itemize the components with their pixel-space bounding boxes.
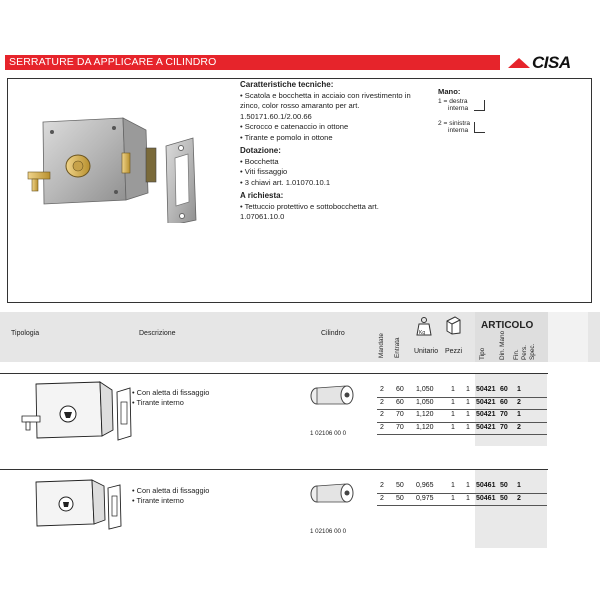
right-hand-icon (474, 100, 485, 111)
cell-tipo: 1 (466, 423, 470, 431)
cell-tipo: 1 (466, 398, 470, 406)
dotazione-item: • Viti fissaggio (240, 167, 425, 178)
cell-entrata: 60 (396, 398, 404, 406)
cell-pezzi: 1 (451, 482, 455, 489)
package-icon (445, 315, 461, 335)
cell-peso: 0,975 (416, 494, 434, 502)
tech-item: • Scatola e bocchetta in acciaio con rivestimento in zinco, color rosso amaranto per art. 1.50171.60.1/2.00.66 (240, 91, 425, 123)
cell-tipo: 1 (466, 386, 470, 393)
cylinder-1-image (307, 380, 357, 420)
dotazione-title: Dotazione: (240, 146, 281, 155)
mano-opt1-b: interna (448, 105, 469, 113)
brand-name: CISA (532, 53, 571, 72)
tech-title: Caratteristiche tecniche: (240, 80, 334, 89)
row-separator (377, 505, 547, 506)
cell-din: 70 (500, 411, 508, 418)
cell-art: 50421 (476, 411, 496, 418)
col-articolo: ARTICOLO (481, 320, 534, 331)
col-spec: Spec. (529, 343, 536, 360)
cell-art: 50461 (476, 494, 496, 502)
cell-tipo: 1 (466, 482, 470, 489)
cell-mandate: 2 (380, 482, 384, 489)
tech-item: • Tirante e pomolo in ottone (240, 133, 425, 144)
group-divider (0, 469, 548, 470)
group-1-description (132, 388, 209, 408)
articolo-col-bg (475, 374, 547, 446)
col-entrata: Entrata (394, 337, 401, 358)
cell-mano: 2 (517, 494, 521, 502)
col-tipologia: Tipologia (11, 330, 40, 337)
desc-item: • Tirante interno (132, 496, 209, 506)
cell-peso: 1,050 (416, 398, 434, 406)
col-din-mano: Din. Mano (499, 330, 506, 360)
mano-option-1 (438, 98, 468, 112)
mano-opt1-a: destra (449, 98, 468, 105)
cell-art: 50461 (476, 482, 496, 489)
cell-entrata: 60 (396, 386, 404, 393)
col-tipo: Tipo (479, 347, 486, 360)
row-separator (377, 422, 547, 423)
desc-item: • Con aletta di fissaggio (132, 388, 209, 398)
dotazione-item: • 3 chiavi art. 1.01070.10.1 (240, 178, 425, 189)
lock-product-image (18, 108, 218, 223)
tech-item: • Scrocco e catenaccio in ottone (240, 122, 425, 133)
cell-mano: 2 (517, 398, 521, 406)
lock-type-2-image (22, 476, 132, 536)
mano-opt1-num: 1 = (438, 98, 448, 105)
cell-mano: 2 (517, 423, 521, 431)
cell-art: 50421 (476, 398, 496, 406)
row-separator (377, 409, 547, 410)
row-separator (377, 434, 547, 435)
group-divider (0, 373, 548, 374)
mano-opt2-num: 2 = (438, 120, 448, 127)
cell-tipo: 1 (466, 411, 470, 418)
cell-din: 60 (500, 386, 508, 393)
col-fin: Fin. (513, 349, 520, 360)
cell-mano: 1 (517, 482, 521, 489)
richiesta-item: • Tettuccio protettivo e sottobocchetta art. 1.07061.10.0 (240, 202, 425, 223)
cell-mandate: 2 (380, 423, 384, 431)
cell-pezzi: 1 (451, 386, 455, 393)
cell-peso: 1,120 (416, 423, 434, 431)
cell-mandate: 2 (380, 386, 384, 393)
spec-header-bg (548, 312, 588, 362)
cell-pezzi: 1 (451, 423, 455, 431)
cell-mano: 1 (517, 386, 521, 393)
cell-din: 50 (500, 482, 508, 489)
cell-pezzi: 1 (451, 494, 455, 502)
col-pers: Pers. (521, 345, 528, 360)
col-cilindro: Cilindro (321, 330, 345, 337)
mano-legend (438, 87, 523, 147)
desc-item: • Tirante interno (132, 398, 209, 408)
cell-entrata: 50 (396, 494, 404, 502)
row-separator (377, 397, 547, 398)
cell-art: 50421 (476, 386, 496, 393)
cell-entrata: 70 (396, 423, 404, 431)
col-mandate: Mandate (378, 333, 385, 358)
cell-entrata: 50 (396, 482, 404, 489)
cylinder-1-code: 1 02106 00 0 (310, 430, 347, 437)
lock-type-1-image (20, 378, 135, 448)
cell-mano: 1 (517, 411, 521, 418)
cell-din: 50 (500, 494, 508, 502)
cylinder-2-code: 1 02106 00 0 (310, 528, 347, 535)
cell-peso: 1,050 (416, 386, 434, 393)
left-hand-icon (474, 122, 485, 133)
cell-pezzi: 1 (451, 411, 455, 418)
cell-peso: 0,965 (416, 482, 434, 489)
cell-mandate: 2 (380, 398, 384, 406)
mano-option-2 (438, 120, 470, 134)
richiesta-title: A richiesta: (240, 191, 284, 200)
cell-entrata: 70 (396, 411, 404, 418)
cell-din: 70 (500, 423, 508, 431)
col-pezzi: Pezzi (445, 348, 463, 355)
cisa-logo-icon (508, 58, 530, 68)
mano-title: Mano: (438, 87, 461, 96)
cell-pezzi: 1 (451, 398, 455, 406)
cell-tipo: 1 (466, 494, 470, 502)
group-2-description (132, 486, 209, 506)
specs-block (240, 80, 425, 223)
mano-opt2-b: interna (448, 127, 469, 135)
page-title: SERRATURE DA APPLICARE A CILINDRO (9, 56, 217, 68)
cell-din: 60 (500, 398, 508, 406)
cell-mandate: 2 (380, 411, 384, 418)
col-descrizione: Descrizione (139, 330, 176, 337)
mano-opt2-a: sinistra (449, 120, 471, 127)
cell-mandate: 2 (380, 494, 384, 502)
brand-logo (506, 53, 596, 73)
col-unitario: Unitario (414, 348, 439, 355)
desc-item: • Con aletta di fissaggio (132, 486, 209, 496)
cell-art: 50421 (476, 423, 496, 431)
cell-peso: 1,120 (416, 411, 434, 418)
dotazione-item: • Bocchetta (240, 157, 425, 168)
row-separator (377, 493, 547, 494)
col-kg: Kg (419, 330, 426, 336)
cylinder-2-image (307, 478, 357, 518)
